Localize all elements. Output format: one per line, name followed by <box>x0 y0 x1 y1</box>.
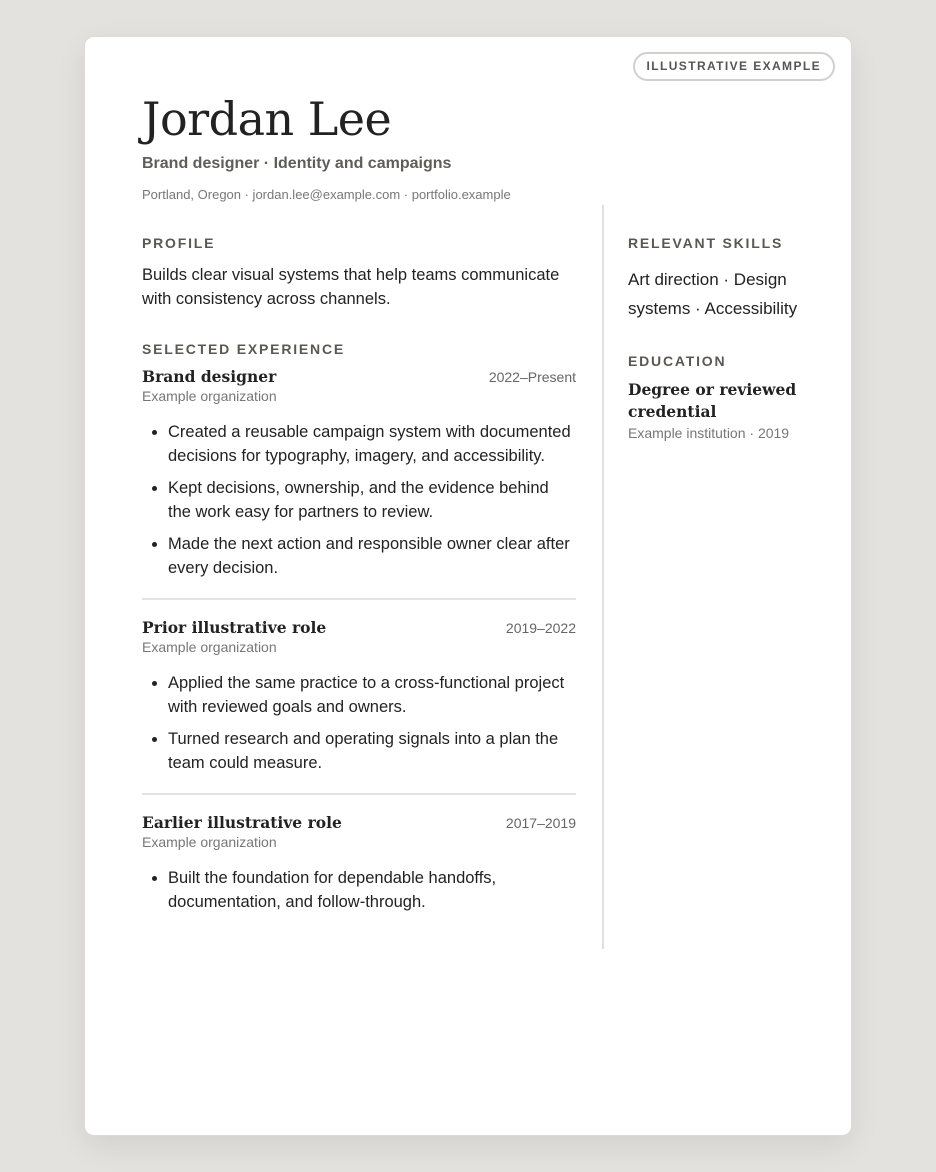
job-bullet: • Applied the same practice to a cross-functional project with reviewed goals and owners. <box>168 671 576 719</box>
profile-text: Builds clear visual systems that help teams communicate with consistency across channels. <box>142 266 560 308</box>
resume-page <box>84 36 852 1136</box>
job-bullets <box>142 420 576 580</box>
job-separator <box>142 598 576 600</box>
job-entry <box>142 618 576 775</box>
skills-heading: RELEVANT SKILLS <box>628 235 784 251</box>
job-entry <box>142 367 576 580</box>
education-institution: Example institution · 2019 <box>628 425 790 441</box>
job-bullet: • Kept decisions, ownership, and the evidence behind the work easy for partners to review. <box>168 476 576 524</box>
education-degree: Degree or reviewed credential <box>628 380 797 421</box>
job-dates: 2019–2022 <box>505 620 576 636</box>
contact-line: Portland, Oregon · jordan.lee@example.com · portfolio.example <box>142 187 511 202</box>
job-organization: Example organization <box>142 639 277 655</box>
job-bullet: • Made the next action and responsible owner clear after every decision. <box>168 532 576 580</box>
job-dates: 2022–Present <box>488 369 576 385</box>
candidate-name: Jordan Lee <box>142 92 392 146</box>
main-column <box>142 235 576 922</box>
job-entry <box>142 813 576 914</box>
candidate-tagline: Brand designer · Identity and campaigns <box>142 155 452 172</box>
job-bullet: • Created a reusable campaign system with documented decisions for typography, imagery, and accessibility. <box>168 420 576 468</box>
job-dates: 2017–2019 <box>505 815 576 831</box>
job-bullet: • Built the foundation for dependable handoffs, documentation, and follow-through. <box>168 866 576 914</box>
column-divider <box>602 205 604 949</box>
job-bullet: • Turned research and operating signals into a plan the team could measure. <box>168 727 576 775</box>
job-title: Earlier illustrative role <box>142 813 342 832</box>
job-title: Prior illustrative role <box>142 618 327 637</box>
job-organization: Example organization <box>142 388 277 404</box>
skills-text: Art direction · Design systems · Accessibility <box>628 270 798 318</box>
illustrative-example-badge: ILLUSTRATIVE EXAMPLE <box>633 52 835 81</box>
education-heading: EDUCATION <box>628 353 727 369</box>
side-column <box>628 235 818 441</box>
job-organization: Example organization <box>142 834 277 850</box>
job-separator <box>142 793 576 795</box>
job-bullets <box>142 866 576 914</box>
job-title: Brand designer <box>142 367 277 386</box>
experience-heading: SELECTED EXPERIENCE <box>142 341 346 357</box>
profile-heading: PROFILE <box>142 235 216 251</box>
job-bullets <box>142 671 576 775</box>
